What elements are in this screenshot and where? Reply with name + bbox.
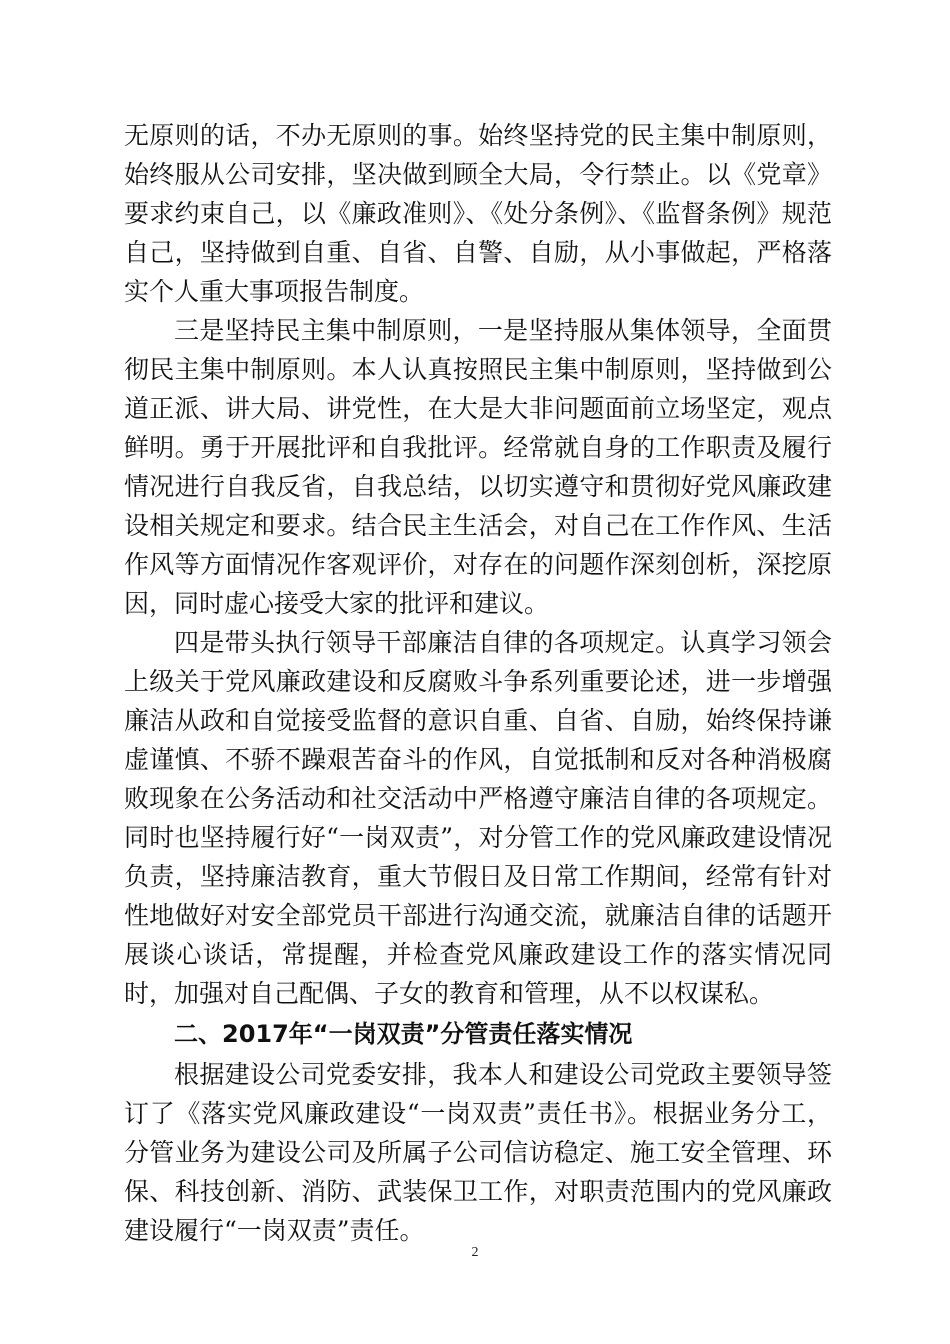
section-heading: 二、2017年“一岗双责”分管责任落实情况 [174,1020,633,1048]
page-number: 2 [471,1245,479,1260]
paragraph-point-three: 三是坚持民主集中制原则，一是坚持服从集体领导，全面贯彻民主集中制原则。本人认真按照民主集中制原则，坚持做到公道正派、讲大局、讲党性，在大是大非问题面前立场坚定，观点鲜明。勇于开展批评和自我批评。经常就自身的工作职责及履行情况进行自我反省，自我总结，以切实遵守和贯彻好党风廉政建设相关规定和要求。结合民主生活会，对自己在工作作风、生活作风等方面情况作客观评价，对存在的问题作深刻创析，深挖原因，同时虚心接受大家的批评和建议。 [124,316,832,618]
paragraph-responsibility: 根据建设公司党委安排，我本人和建设公司党政主要领导签订了《落实党风廉政建设“一岗双责”责任书》。根据业务分工，分管业务为建设公司及所属子公司信访稳定、施工安全管理、环保、科技创新、消防、武装保卫工作，对职责范围内的党风廉政建设履行“一岗双责”责任。 [124,1060,832,1245]
paragraph-continued: 无原则的话，不办无原则的事。始终坚持党的民主集中制原则，始终服从公司安排，坚决做到顾全大局，令行禁止。以《党章》要求约束自己，以《廉政准则》、《处分条例》、《监督条例》规范自己，坚持做到自重、自省、自警、自励，从小事做起，严格落实个人重大事项报告制度。 [124,121,832,306]
paragraph-point-four: 四是带头执行领导干部廉洁自律的各项规定。认真学习领会上级关于党风廉政建设和反腐败斗争系列重要论述，进一步增强廉洁从政和自觉接受监督的意识自重、自省、自励，始终保持谦虚谨慎、不骄不躁艰苦奋斗的作风，自觉抵制和反对各种消极腐败现象在公务活动和社交活动中严格遵守廉洁自律的各项规定。同时也坚持履行好“一岗双责”，对分管工作的党风廉政建设情况负责，坚持廉洁教育，重大节假日及日常工作期间，经常有针对性地做好对安全部党员干部进行沟通交流，就廉洁自律的话题开展谈心谈话，常提醒，并检查党风廉政建设工作的落实情况同时，加强对自己配偶、子女的教育和管理，从不以权谋私。 [124,628,832,1008]
document-body [124,116,832,1250]
